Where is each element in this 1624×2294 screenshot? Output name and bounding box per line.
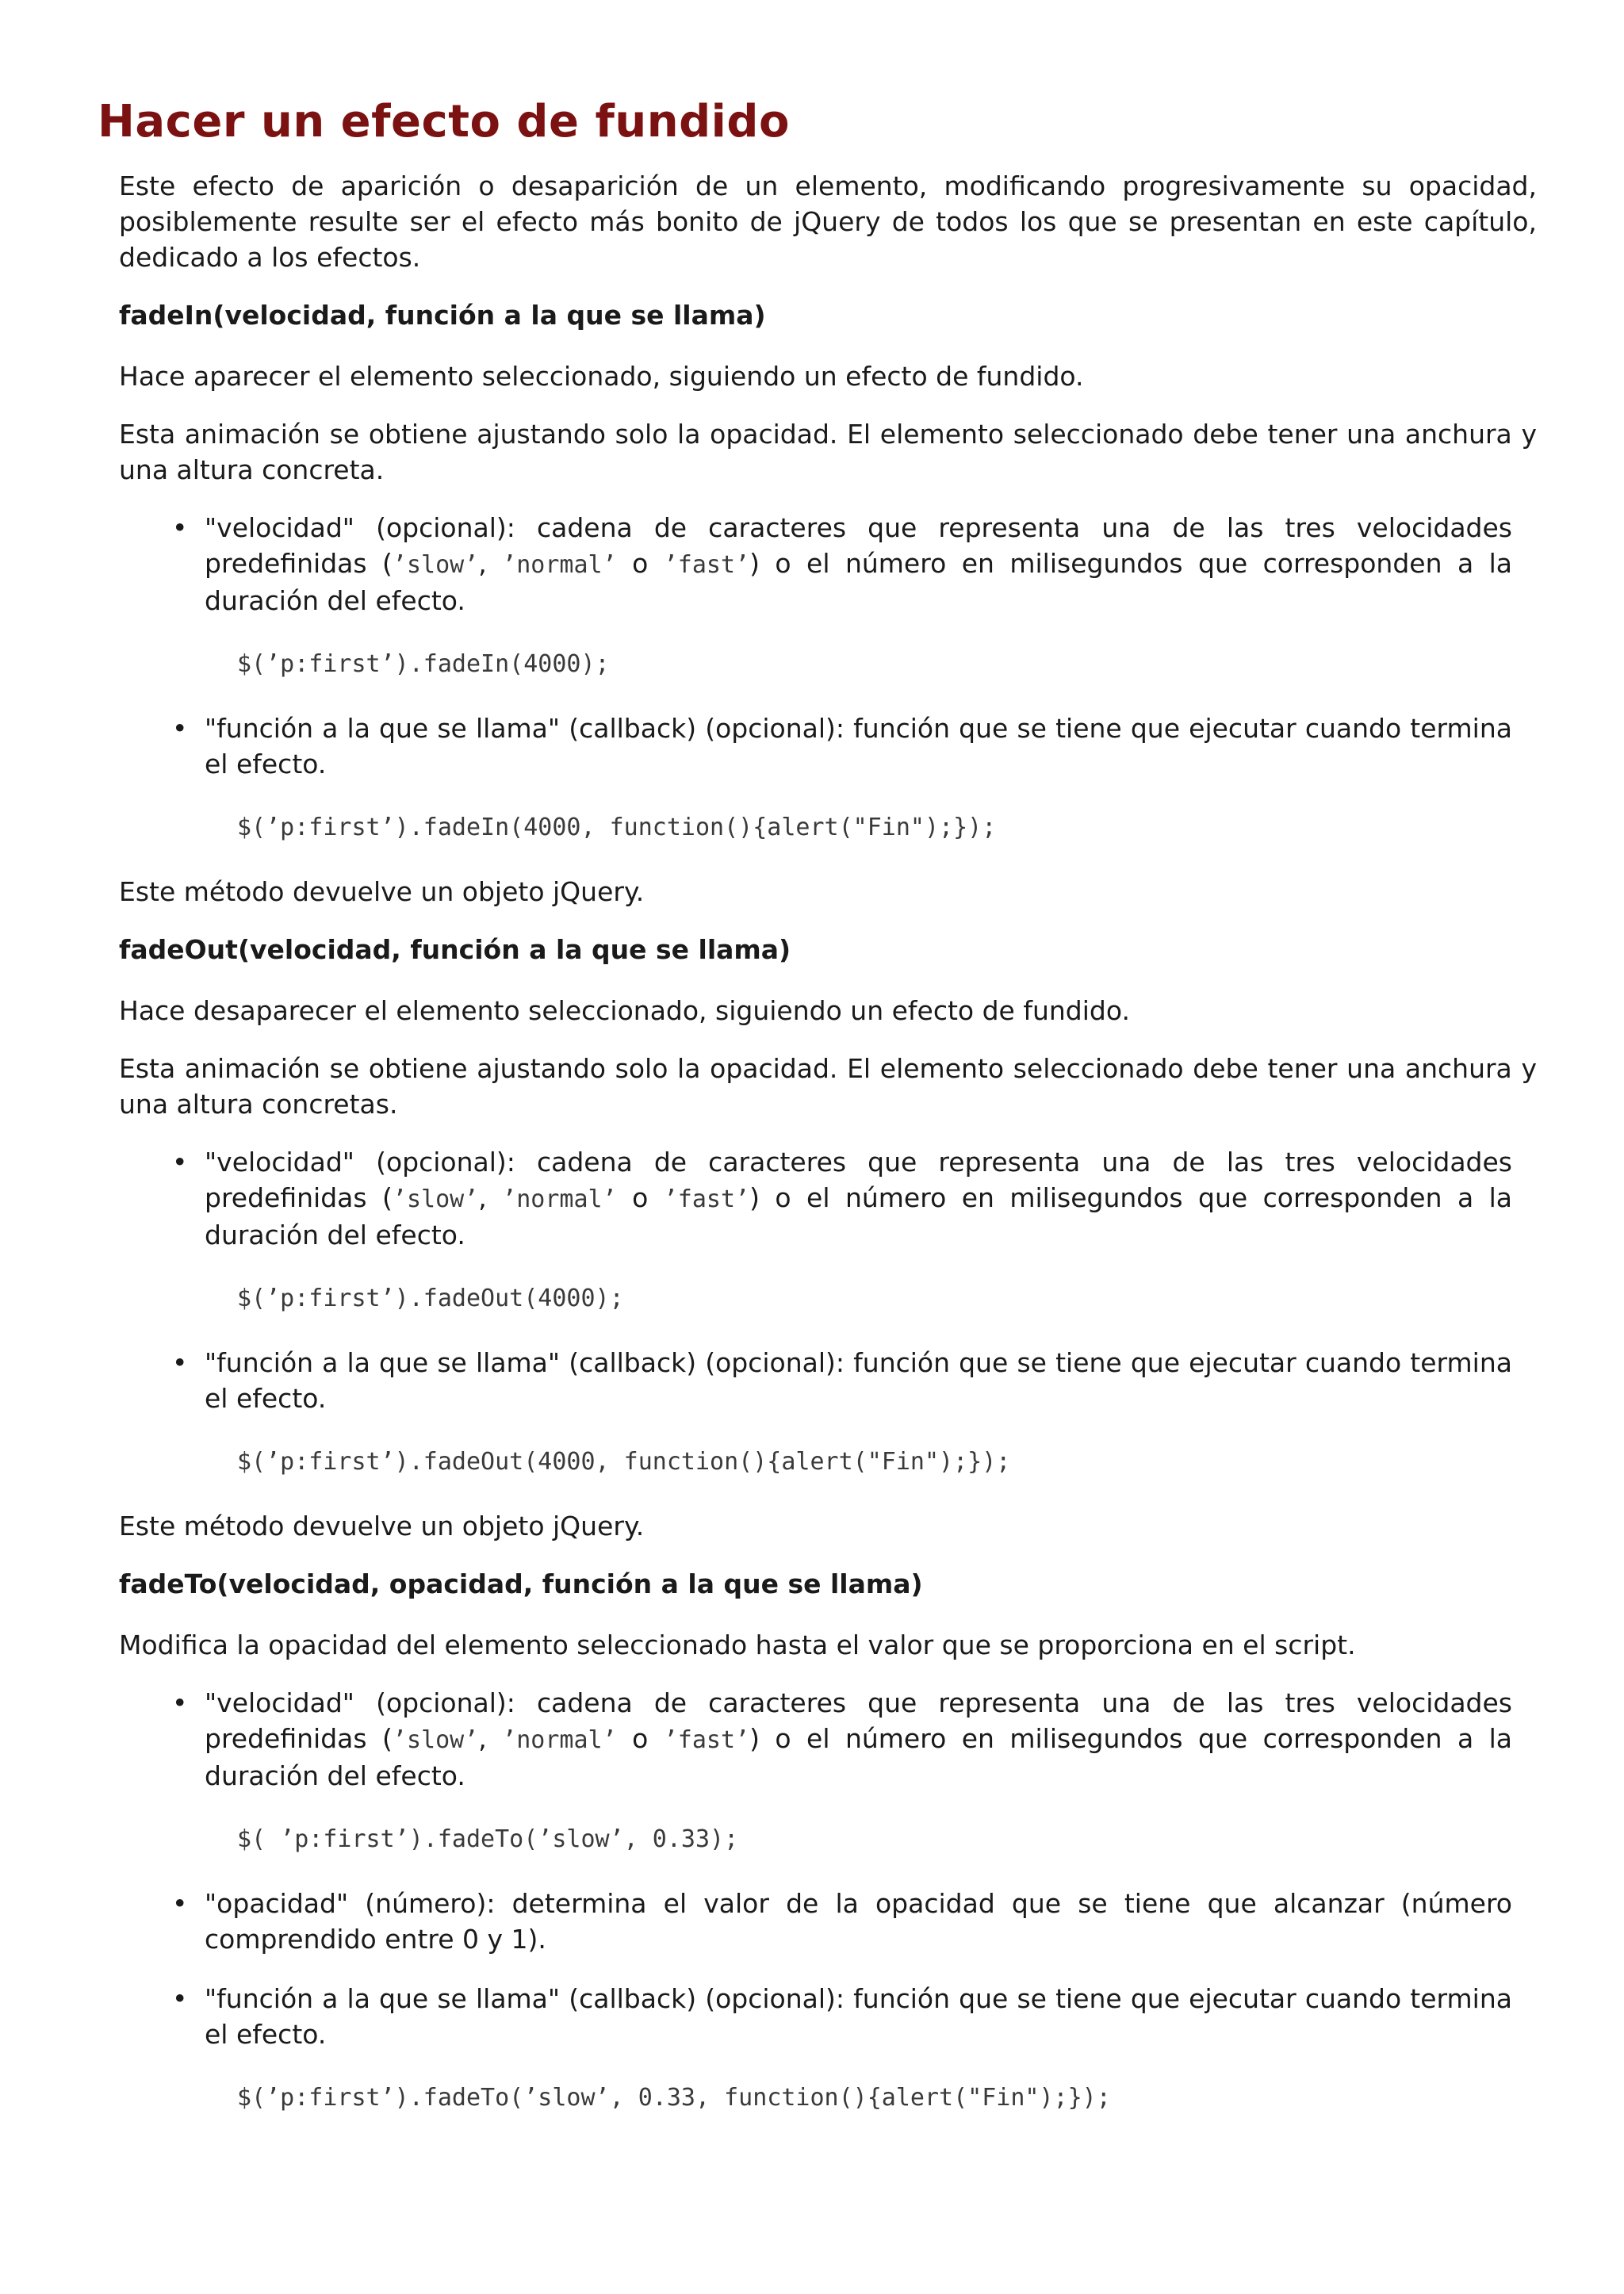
inline-code: ’fast’ [663, 551, 750, 579]
intro-paragraph: Este efecto de aparición o desaparición de un elemento, modificando progresivamente su opacidad, posiblemente resulte ser el efecto más bonito de jQuery de todos los que se presentan en este capítulo, dedicado a los efectos. [119, 170, 1537, 273]
parameter-list [119, 1685, 1537, 1794]
inline-code: ’fast’ [663, 1185, 750, 1213]
inline-code: ’fast’ [663, 1726, 750, 1754]
list-item: • "función a la que se llama" (callback) (opcional): función que se tiene que ejecutar cuando termina el efecto. [205, 1345, 1512, 1416]
inline-code: ’normal’ [502, 551, 617, 579]
parameter-list [119, 510, 1537, 618]
list-item: • "opacidad" (número): determina el valor de la opacidad que se tiene que alcanzar (número comprendido entre 0 y 1). [205, 1886, 1512, 1957]
method-note: Esta animación se obtiene ajustando solo la opacidad. El elemento seleccionado debe tener una anchura y una altura concretas. [119, 1053, 1537, 1120]
list-item: • "velocidad" (opcional): cadena de caracteres que representa una de las tres velocidades predefinidas (’slow’, ’normal’ o ’fast’) o el número en milisegundos que corresponden a la duración del efecto. [205, 1144, 1512, 1253]
method-note: Esta animación se obtiene ajustando solo la opacidad. El elemento seleccionado debe tener una anchura y una altura concreta. [119, 419, 1537, 485]
return-value: Este método devuelve un objeto jQuery. [119, 1511, 645, 1541]
method-signature-fadein: fadeIn(velocidad, función a la que se llama) [119, 300, 766, 331]
bullet-icon: • [172, 1983, 188, 2014]
code-example: $(’p:first’).fadeOut(4000, function(){alert("Fin");}); [237, 1448, 1011, 1476]
bullet-icon: • [172, 1347, 188, 1378]
method-description: Modifica la opacidad del elemento seleccionado hasta el valor que se proporciona en el script. [119, 1630, 1356, 1660]
method-signature-fadeto: fadeTo(velocidad, opacidad, función a la que se llama) [119, 1568, 923, 1599]
bullet-icon: • [172, 1687, 188, 1718]
method-description: Hace desaparecer el elemento seleccionado, siguiendo un efecto de fundido. [119, 995, 1130, 1026]
method-description: Hace aparecer el elemento seleccionado, siguiendo un efecto de fundido. [119, 361, 1084, 392]
page-title: Hacer un efecto de fundido [98, 96, 790, 147]
inline-code: ’slow’ [392, 1185, 479, 1213]
inline-code: ’slow’ [392, 551, 479, 579]
inline-code: ’normal’ [502, 1185, 617, 1213]
bullet-icon: • [172, 1147, 188, 1178]
parameter-list [119, 1886, 1537, 2052]
bullet-icon: • [172, 713, 188, 744]
code-example: $(’p:first’).fadeTo(’slow’, 0.33, function(){alert("Fin");}); [237, 2084, 1111, 2112]
list-item: • "función a la que se llama" (callback) (opcional): función que se tiene que ejecutar cuando termina el efecto. [205, 1981, 1512, 2052]
inline-code: ’normal’ [502, 1726, 617, 1754]
parameter-list [119, 710, 1537, 782]
parameter-list [119, 1144, 1537, 1253]
inline-code: ’slow’ [392, 1726, 479, 1754]
code-example: $( ’p:first’).fadeTo(’slow’, 0.33); [237, 1825, 739, 1853]
code-example: $(’p:first’).fadeIn(4000); [237, 650, 610, 678]
list-item: • "función a la que se llama" (callback) (opcional): función que se tiene que ejecutar cuando termina el efecto. [205, 710, 1512, 782]
document-body [98, 168, 1537, 2114]
bullet-icon: • [172, 512, 188, 543]
method-signature-fadeout: fadeOut(velocidad, función a la que se llama) [119, 934, 791, 965]
list-item: • "velocidad" (opcional): cadena de caracteres que representa una de las tres velocidades predefinidas (’slow’, ’normal’ o ’fast’) o el número en milisegundos que corresponden a la duración del efecto. [205, 1685, 1512, 1794]
code-example: $(’p:first’).fadeOut(4000); [237, 1285, 624, 1312]
return-value: Este método devuelve un objeto jQuery. [119, 876, 645, 907]
code-example: $(’p:first’).fadeIn(4000, function(){alert("Fin");}); [237, 814, 997, 841]
bullet-icon: • [172, 1888, 188, 1919]
list-item: • "velocidad" (opcional): cadena de caracteres que representa una de las tres velocidades predefinidas (’slow’, ’normal’ o ’fast’) o el número en milisegundos que corresponden a la duración del efecto. [205, 510, 1512, 618]
parameter-list [119, 1345, 1537, 1416]
